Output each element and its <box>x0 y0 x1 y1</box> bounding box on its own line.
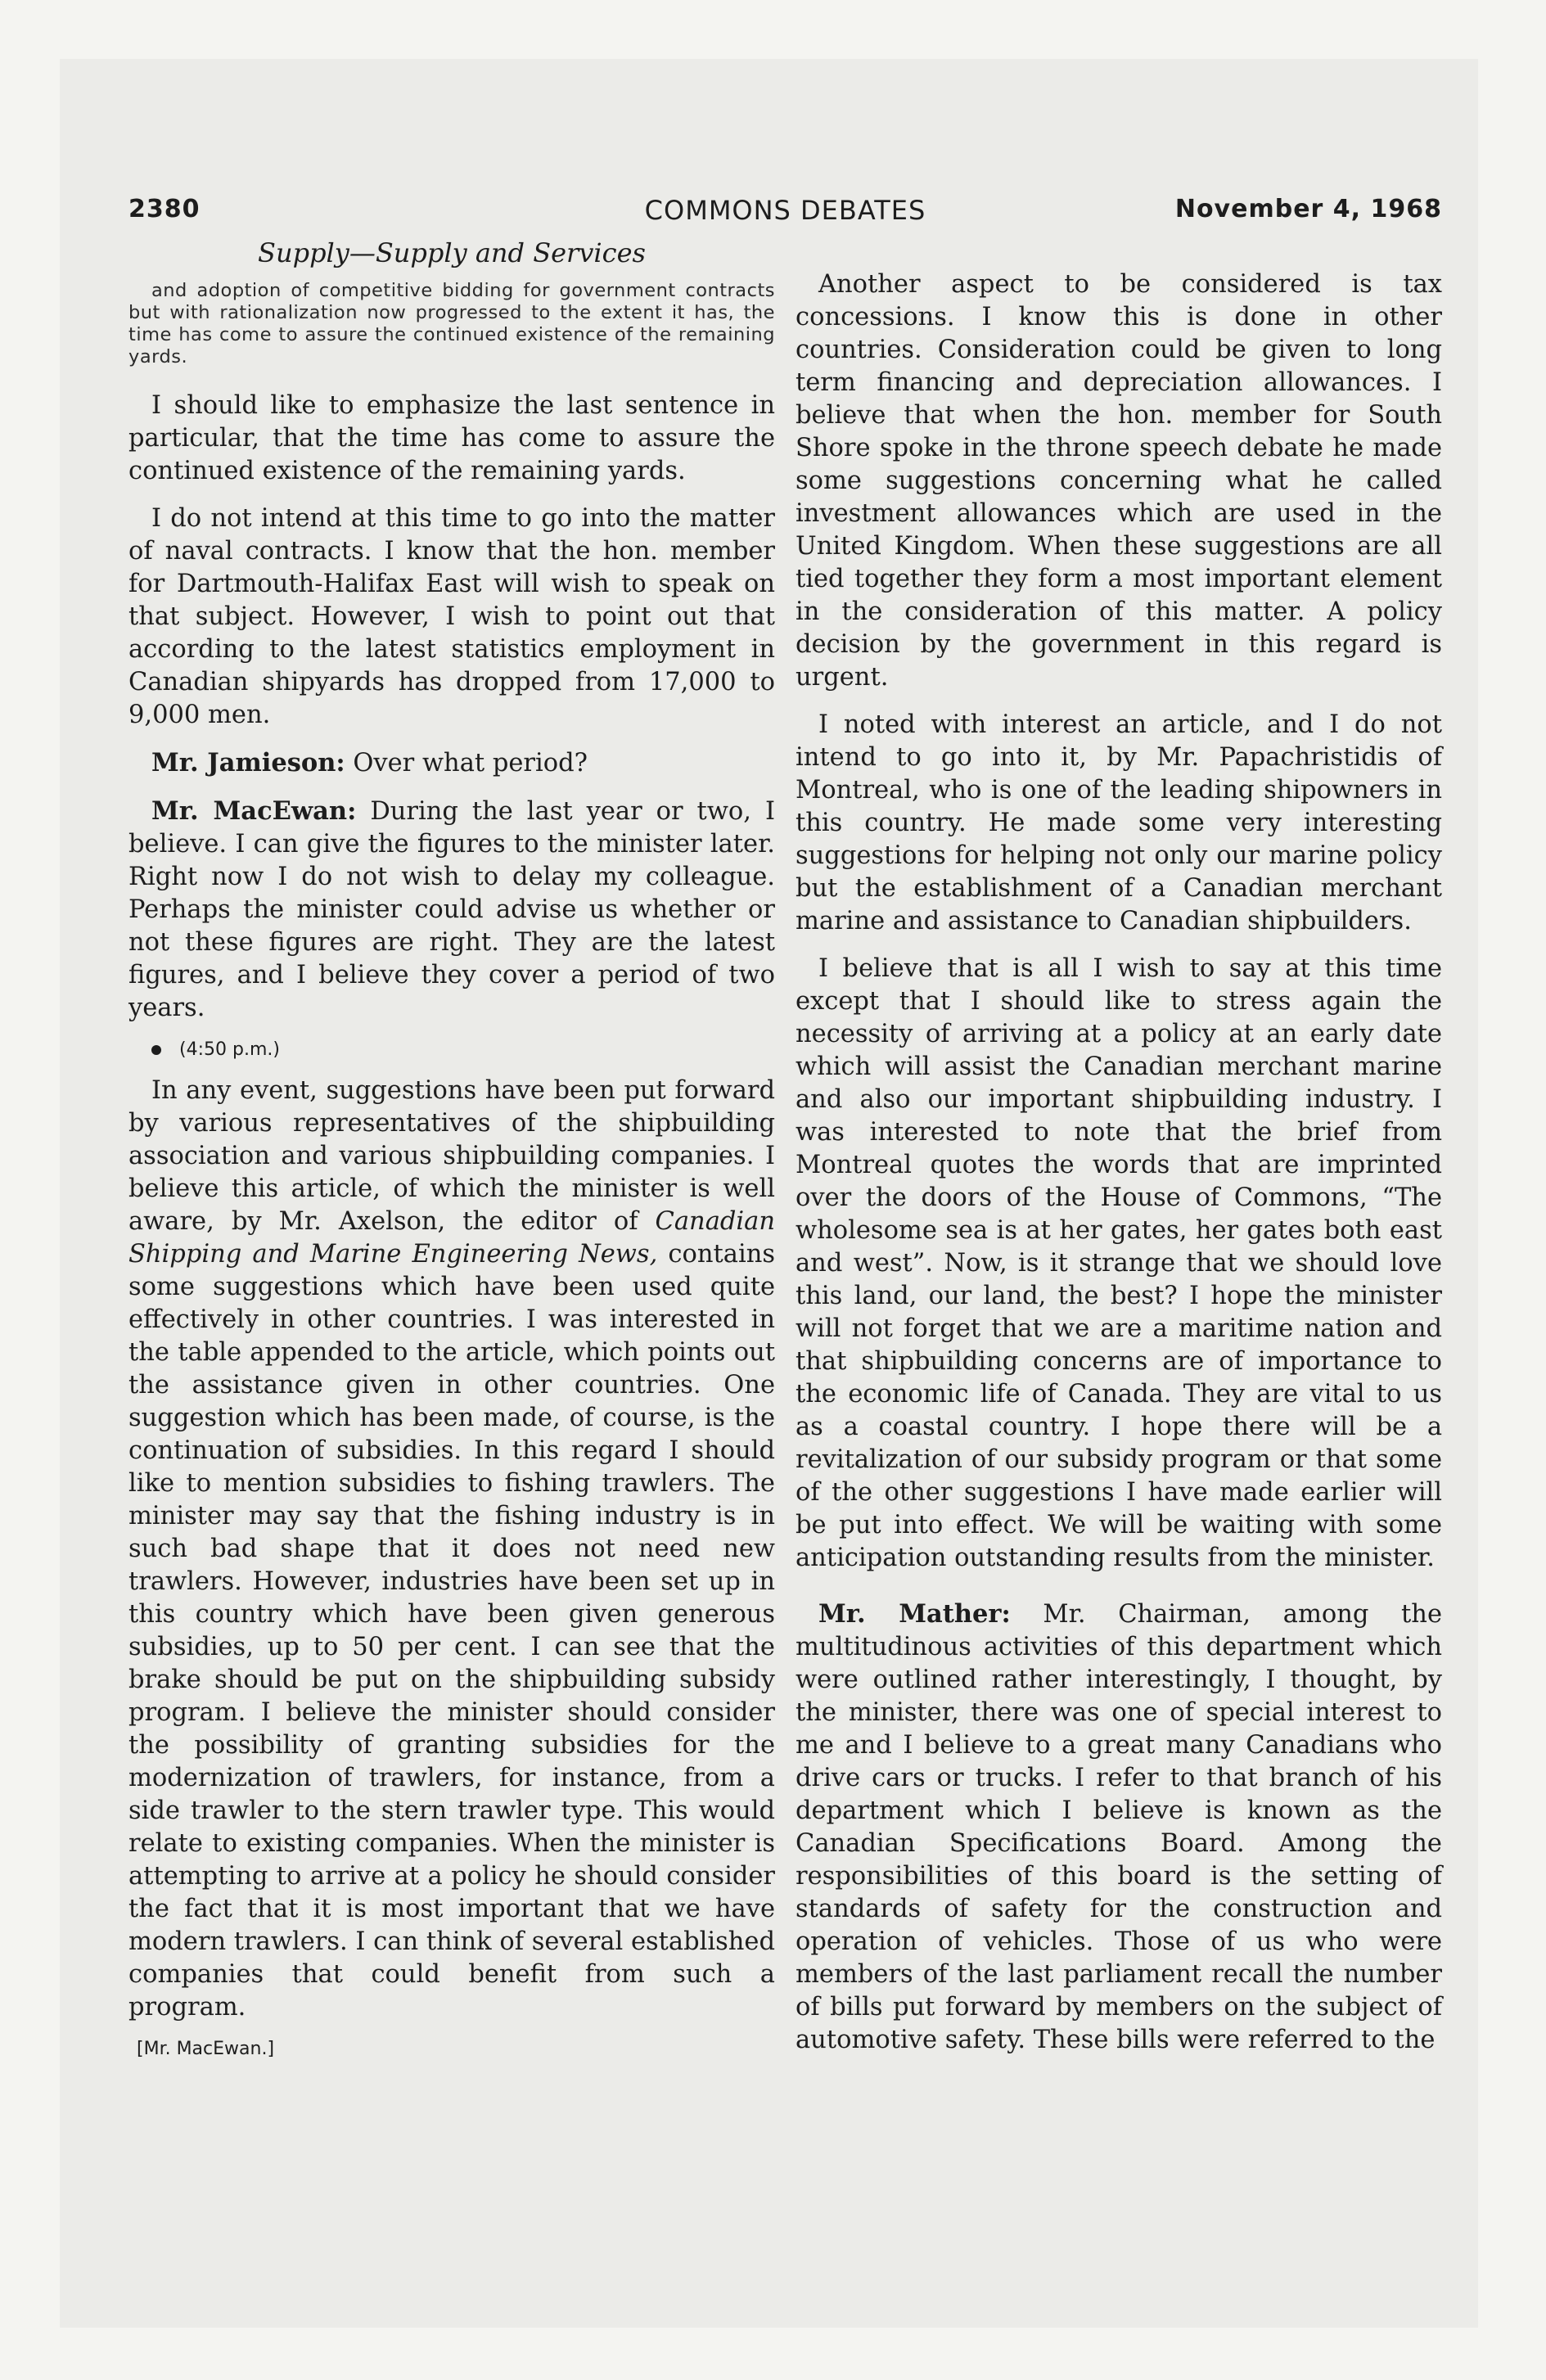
paragraph: I do not intend at this time to go into the matter of naval contracts. I know that the hon. member for Dartmouth-Halifax East will wish to speak on that subject. However, I wish to point out that according to the latest statistics employment in Canadian shipyards has dropped from 17,000 to 9,000 men. <box>128 504 775 729</box>
page-header <box>128 195 1442 236</box>
quoted-paragraph: and adoption of competitive bidding for government contracts but with rationalization now progressed to the extent it has, the time has come to assure the continued existence of the remaining yards. <box>128 280 775 367</box>
speaker-name: Mr. Jamieson: <box>151 748 345 778</box>
speech-text: Over what period? <box>345 749 588 778</box>
paragraph <box>128 1075 775 2024</box>
speech-paragraph <box>128 746 775 780</box>
section-subheading: Supply—Supply and Services <box>258 237 646 268</box>
speaker-attribution: [Mr. MacEwan.] <box>137 2039 275 2059</box>
speaker-name: Mr. Mather: <box>818 1599 1011 1629</box>
speech-text: Mr. Chairman, among the multitudinous activities of this department which were outlined rather interestingly, I thought, by the minister, there was one of special interest to me and I believe to a great many Canadians who drive cars or trucks. I refer to that branch of his department which I believe is known as the Canadian Specifications Board. Among the responsibilities of this board is the setting of standards of safety for the construction and operation of vehicles. Those of us who were members of the last parliament recall the number of bills put forward by members on the subject of automotive safety. These bills were referred to the <box>796 1600 1442 2054</box>
paragraph: I believe that is all I wish to say at this time except that I should like to stress again the necessity of arriving at a policy at an early date which will assist the Canadian merchant marine and also our important shipbuilding industry. I was interested to note that the brief from Montreal quotes the words that are imprinted over the doors of the House of Commons, “The wholesome sea is at her gates, her gates both east and west”. Now, is it strange that we should love this land, our land, the best? I hope the minister will not forget that we are a maritime nation and that shipbuilding concerns are of importance to the economic life of Canada. They are vital to us as a coastal country. I hope there will be a revitalization of our subsidy program or that some of the other suggestions I have made earlier will be put into effect. We will be waiting with some anticipation outstanding results from the minister. <box>796 954 1442 1572</box>
bullet-icon <box>151 1045 161 1055</box>
time-marker <box>151 1039 775 1060</box>
page-number: 2380 <box>128 195 201 223</box>
speech-paragraph <box>796 1598 1442 2057</box>
page-date: November 4, 1968 <box>1174 195 1442 223</box>
speech-text: During the last year or two, I believe. I can give the figures to the minister later. Right now I do not wish to delay my colleague. Perhaps the minister could advise us whether or not these figures are right. They are the latest figures, and I believe they cover a period of two years. <box>128 797 776 1022</box>
publication-name: Canadian Shipping and Marine Engineering News, <box>128 1207 775 1269</box>
publication-title: COMMONS DEBATES <box>644 195 926 226</box>
paragraph: Another aspect to be considered is tax concessions. I know this is done in other countries. Consideration could be given to long term financing and depreciation allowances. I believe that when the hon. member for South Shore spoke in the throne speech debate he made some suggestions concerning what he called investment allowances which are used in the United Kingdom. When these suggestions are all tied together they form a most important element in the consideration of this matter. A policy decision by the government in this regard is urgent. <box>796 270 1442 692</box>
paragraph-text: In any event, suggestions have been put forward by various representatives of the shipbuilding association and various shipbuilding companies. I believe this article, of which the minister is well aware, by Mr. Axelson, the editor of <box>128 1076 775 1236</box>
left-column <box>128 237 775 2059</box>
right-column <box>796 237 1442 2071</box>
speech-paragraph <box>128 795 775 1025</box>
paragraph: I should like to emphasize the last sentence in particular, that the time has come to assure the continued existence of the remaining yards. <box>128 391 775 485</box>
paragraph-text: contains some suggestions which have been used quite effectively in other countries. I was interested in the table appended to the article, which points out the assistance given in other countries. One suggestion which has been made, of course, is the continuation of subsidies. In this regard I should like to mention subsidies to fishing trawlers. The minister may say that the fishing industry is in such bad shape that it does not need new trawlers. However, industries have been set up in this country which have been given generous subsidies, up to 50 per cent. I can see that the brake should be put on the shipbuilding subsidy program. I believe the minister should consider the possibility of granting subsidies for the modernization of trawlers, for instance, from a side trawler to the stern trawler type. This would relate to existing companies. When the minister is attempting to arrive at a policy he should consider the fact that it is most important that we have modern trawlers. I can think of several established companies that could benefit from such a program. <box>128 1240 775 2022</box>
paragraph: I noted with interest an article, and I do not intend to go into it, by Mr. Papachristidis of Montreal, who is one of the leading shipowners in this country. He made some very interesting suggestions for helping not only our marine policy but the establishment of a Canadian merchant marine and assistance to Canadian shipbuilders. <box>796 710 1442 935</box>
speaker-name: Mr. MacEwan: <box>151 796 357 826</box>
time-text: (4:50 p.m.) <box>179 1039 280 1060</box>
